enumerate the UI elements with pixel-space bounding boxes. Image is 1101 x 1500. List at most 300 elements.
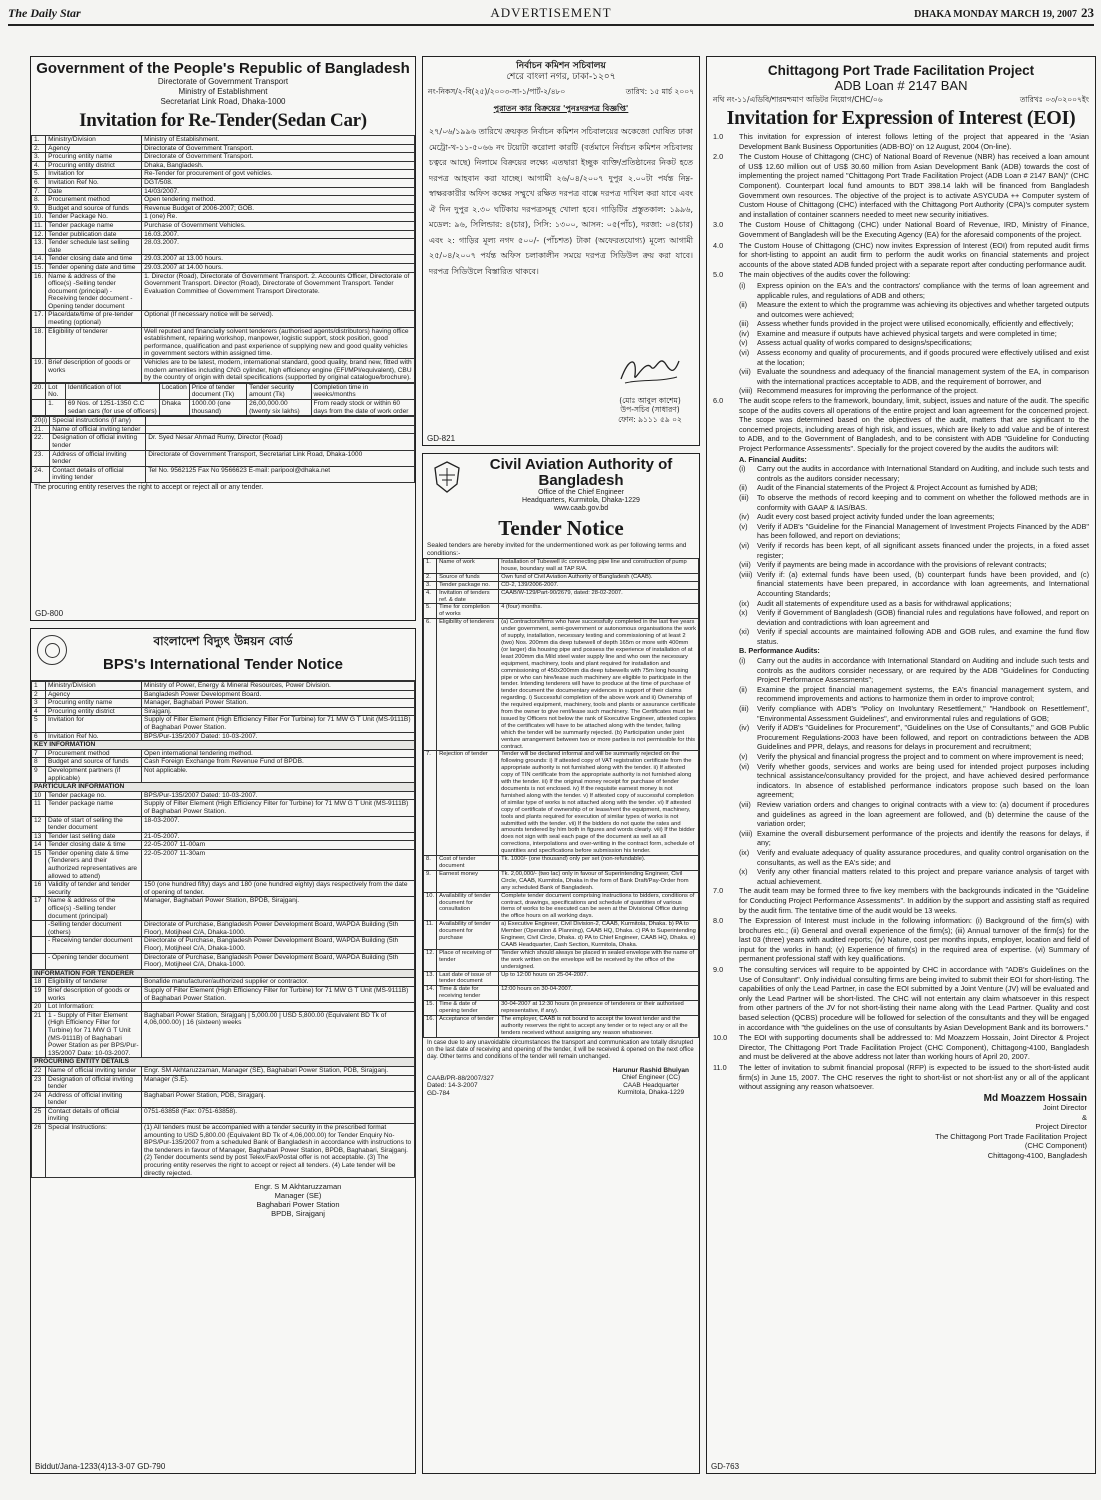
row-value: Directorate of Purchase, Bangladesh Power Development Board, WAPDA Building (5th Floor), Motijheel C/A, Dhaka-1000. (142, 937, 415, 953)
row-number: 24. (32, 466, 50, 482)
section-header: INFORMATION FOR TENDERER (32, 969, 415, 978)
table-row (32, 897, 415, 921)
ec-ad-code: GD-821 (427, 434, 456, 443)
table-row (32, 1011, 415, 1058)
table-row (424, 870, 699, 892)
row-number: 2. (424, 573, 437, 581)
paragraph-text: Verify whether goods, services and works are being used for intended project purposes including technical assistance/consultancy provided for the project, and have achieved desired performance indicators. In absence of established performance indicators propose such based on the loan agreement; (757, 761, 1089, 800)
bpdb-seal-icon (37, 635, 67, 665)
row-number: 3. (32, 153, 46, 162)
table-row (424, 921, 699, 950)
caab-ref-line: Dated: 14-3-2007 (427, 1082, 478, 1090)
row-number: 8. (424, 856, 437, 871)
paragraph (713, 396, 1089, 454)
ctg-signer-name: Md Moazzem Hossain (983, 1092, 1087, 1104)
ctg-sig-line: & (1081, 1112, 1087, 1122)
row-value: Ministry of Power, Energy & Mineral Resources, Power Division. (142, 682, 415, 691)
row-label: Place of receiving of tender (437, 949, 499, 971)
caab-tender-table (423, 558, 699, 1038)
paragraph-number: 8.0 (713, 916, 724, 926)
row-label: Name & address of the office(s) -Selling tender document (principal) (46, 897, 142, 921)
bps-sig-line: Engr. S M Akhtaruzzaman (254, 1182, 342, 1192)
table-row (32, 230, 415, 239)
gov-heading: Government of the People's Republic of Bangladesh (36, 60, 410, 77)
bps-header (31, 629, 415, 681)
row-label: Name & address of the office(s) -Selling tender document (principal) - Receiving tender document - Opening tender document (46, 272, 142, 311)
row-label: Invitation Ref No. (46, 732, 142, 741)
row-label: Invitation for (46, 170, 142, 179)
row-label: Tender closing date and time (46, 255, 142, 264)
paragraph-text: The consulting services will require to be appointed by CHC in accordance with "ADB's Guidelines on the Use of Consultant". Only individual consulting firms are being invited to submit their EOI for short-listing. The capabilities of only the Lead Partner, in case the EOI submitted by a Joint Venture (JV) will be evaluated and only the Lead Partner will be short-listed. The CHC will not entertain any claim whatsoever in this respect from other partners of the JV for not short-listing their name along with the Lead Partner. Quality and cost based selection (QCBS) procedure will be followed for selection of the consultants and they will be engaged in accordance with "the guidelines on the use of consultants by Asian Development Bank and its borrowers." (739, 965, 1089, 1032)
row-label: Special instructions (if any) (50, 417, 146, 426)
row-label: Name of official inviting tender (46, 1066, 142, 1075)
row-value: Bonafide manufacturer/authorized supplier or contractor. (142, 978, 415, 987)
lot-header-cell: Tender security amount (Tk) (247, 383, 311, 399)
paragraph-text: Verify if special accounts are maintained following ADB and GOB rules, and examine the fund flow status. (757, 627, 1089, 646)
paragraph (739, 522, 1089, 541)
bps-sig-line: Baghabari Power Station (256, 1200, 340, 1210)
paragraph-text: The Custom House of Chittagong (CHC) now invites Expression of Interest (EOI) from reputed audit firms for short-listing to appoint an audit firm to perform the audit works on financial statements and project accounts of the above stated ADB funded project with a separate report after conducting performance audit. (739, 240, 1089, 269)
ec-heading (423, 57, 699, 83)
ctg-reference (713, 95, 1089, 107)
paragraph (739, 493, 1089, 512)
gov-title: Invitation for Re-Tender(Sedan Car) (79, 110, 367, 131)
table-row (32, 969, 415, 978)
paragraph-text: Recommend measures for improving the performance of the project. (757, 386, 979, 396)
bps-sig-line: BPDB, Sirajganj (271, 1209, 325, 1219)
row-value: Supply of Filter Element (High Efficiency Filter For Turbine) for 71 MW G T Unit (MS-9111B) of Baghabari Power Station. (142, 716, 415, 732)
row-label: Ministry/Division (46, 136, 142, 145)
row-label: Name of work (437, 559, 499, 574)
row-number (32, 921, 46, 937)
lot-cell (32, 400, 46, 416)
row-value: Manager, Baghabari Power Station, BPDB, Sirajganj. (142, 897, 415, 921)
row-value: Tender which should always be placed in sealed envelope with the name of the work written on the envelope will be received by the office of the undersigned. (499, 949, 699, 971)
caab-signature-block (423, 1063, 699, 1107)
ctg-sig-line: Chittagong-4100, Bangladesh (987, 1150, 1087, 1160)
row-value: Complete tender document comprising instructions to bidders, conditions of contract, drawings, specifications and schedule of quantities of various items of works to be executed can be seen at the Divisional Office during the office hours on all working days. (499, 892, 699, 921)
row-label: Designation of official inviting tender (50, 434, 146, 450)
row-label: Procurement method (46, 749, 142, 758)
row-value: Tel No. 9562125 Fax No 9566623 E-mail: paripool@dhaka.net (146, 466, 415, 482)
row-label: Source of funds (437, 573, 499, 581)
row-value: Well reputed and financially solvent tenderers (authorised agents/distributors) having office establishment, repairing workshop, manpower, logistic support, stock position, good performance, qualification and past experience of supplying new and good quality vehicles in government sectors within assigned time. (142, 327, 415, 358)
paragraph-number: (iv) (739, 512, 750, 522)
table-row (424, 751, 699, 856)
paragraph-text: Express opinion on the EA's and the contractors' compliance with the terms of loan agreement and applicable rules, and regulations of ADB and others; (757, 280, 1089, 300)
table-row (32, 161, 415, 170)
paragraph-text: Assess whether funds provided in the project were utilised economically, efficiently and effectively; (757, 319, 1074, 329)
paragraph-number: 6.0 (713, 396, 724, 406)
table-row (32, 690, 415, 699)
paragraph (739, 329, 1089, 339)
row-number: 23. (32, 450, 50, 466)
paragraph-number: 11.0 (713, 1063, 727, 1072)
table-row (32, 327, 415, 358)
table-row (32, 196, 415, 205)
row-number: 8. (32, 196, 46, 205)
row-label: Rejection of tender (437, 751, 499, 856)
row-label: Availability of tender document for purchase (437, 921, 499, 950)
ctg-sig-line: (CHC Component) (1024, 1141, 1087, 1151)
caab-heading: Civil Aviation Authority of Bangladesh (489, 456, 673, 489)
table-row (32, 1107, 415, 1123)
paragraph-text: Carry out the audits in accordance with International Standard on Auditing and include such tests and controls as the auditors consider necessary, or are required by the ADB "Guidelines for Conducting Project Performance Assessments"; (757, 656, 1089, 685)
ctg-sig-line: The Chittagong Port Trade Facilitation Project (935, 1131, 1087, 1141)
paragraph (739, 656, 1089, 685)
row-number: 2. (32, 144, 46, 153)
table-row (32, 1066, 415, 1075)
row-number: 13. (32, 239, 46, 255)
row-number: 17 (32, 897, 46, 921)
paragraph (713, 220, 1089, 239)
gov-subheading (31, 77, 415, 107)
table-row (32, 849, 415, 880)
caab-title: Tender Notice (498, 516, 624, 540)
row-number: 26 (32, 1124, 46, 1178)
section-header: PROCURING ENTITY DETAILS (32, 1058, 415, 1067)
paragraph (713, 1033, 1089, 1062)
row-value: BPS/Pur-135/2007 Dated: 10-03-2007. (142, 791, 415, 800)
paragraph (739, 752, 1089, 762)
table-row (32, 716, 415, 732)
table-row (32, 766, 415, 782)
table-row (32, 816, 415, 832)
row-value: Purchase of Government Vehicles. (142, 221, 415, 230)
row-value: 16.03.2007. (142, 230, 415, 239)
row-number: 12. (32, 230, 46, 239)
row-value (146, 417, 415, 426)
row-label: Procuring entity name (46, 699, 142, 708)
row-label: Time for completion of works (437, 604, 499, 619)
paragraph-number: 2.0 (713, 152, 724, 162)
table-row (32, 707, 415, 716)
gov-contact-table (31, 416, 415, 483)
table-row (424, 971, 699, 986)
row-value: Dhaka, Bangladesh. (142, 161, 415, 170)
row-value: Tender will be declared informal and will be summarily rejected on the following grounds: i) If attested copy of VAT registration certificate from the appropriate authority is not furnished along with the tender. ii) If attested copy of TIN certificate from the appropriate authority is not furnished along with the tender. iii) If the original money receipt for purchase of tender documents is not enclosed. iv) If the requisite earnest money is not furnished along with the tender. v) If attested copy of successful completion of similar type of works is not attached along with the tender. vi) If attested copy of certificate of ownership of or lease/rent the equipment, machinery, tools and plants required for execution of similar types of works is not submitted with the tender. vii) If the bidders do not quote the rates and amounts tendered by him both in figures and words clearly. viii) If the bidder does not sign with seal each page of the document as well as all corrections, interpolations and over-writing in the contract form, schedule of quantities and specifications before submission his tender. (499, 751, 699, 856)
paragraph-number: (ii) (739, 684, 748, 694)
row-value: 4 (four) months. (499, 604, 699, 619)
table-row (32, 881, 415, 897)
row-number: 25 (32, 1107, 46, 1123)
ctg-ad-code: GD-763 (711, 1462, 740, 1471)
row-label: - Receiving tender document (46, 937, 142, 953)
paragraph-number: (viii) (739, 828, 753, 838)
paragraph-text: Verify if: (a) external funds have been used, (b) counterpart funds have been provided, and (c) financial statements have been prepared, in accordance with loan agreements, and International Accounting Standards; (757, 569, 1089, 598)
row-value: Cash Foreign Exchange from Revenue Fund of BPDB. (142, 758, 415, 767)
row-label: Development partners (if applicable) (46, 766, 142, 782)
table-row (32, 682, 415, 691)
paragraph-text: The main objectives of the audits cover the following: (739, 270, 911, 280)
paragraph (739, 599, 1089, 609)
paragraph (739, 704, 1089, 723)
row-number: 15. (32, 263, 46, 272)
paragraph (739, 348, 1089, 367)
lot-cell: 1. (46, 400, 66, 416)
row-number: 17. (32, 311, 46, 327)
paragraph-number: (i) (739, 656, 746, 666)
ctg-date: তারিখঃ ০৩/০২০০৭ইং (1019, 95, 1089, 104)
row-number: 16 (32, 881, 46, 897)
row-value: 30-04-2007 at 12:30 hours (in presence of tenderers or their authorised representative, if any). (499, 1001, 699, 1016)
paragraph-number: (vi) (739, 348, 750, 358)
caab-sub-line: Office of the Chief Engineer (538, 489, 624, 496)
paragraph-text: Examine the overall disbursement performance of the projects and identify the reasons for delays, if any; (757, 828, 1089, 848)
paragraph-number: (iv) (739, 723, 750, 733)
paragraph (739, 541, 1089, 560)
ec-sig-line: ফোন: ৯১১১ ৫৯ ০২ (618, 414, 682, 424)
table-row (32, 986, 415, 1002)
paragraph-text: Audit of the Financial statements of the Project & Project Account as furnished by ADB; (757, 483, 1038, 493)
caab-sig-line: CAAB Headquarter (623, 1081, 679, 1089)
lot-header-cell: Completion time in weeks/months (311, 383, 414, 399)
table-row (32, 1091, 415, 1107)
paragraph-number: (vi) (739, 761, 750, 771)
caab-sig-line: Harunur Rashid Bhuiyan (612, 1066, 689, 1074)
row-number: 1 (32, 682, 46, 691)
row-value: Bangladesh Power Development Board. (142, 690, 415, 699)
paragraph-text: Audit every cost based project activity funded under the loan agreements; (757, 512, 995, 522)
row-label: Invitation for (46, 716, 142, 732)
table-row (32, 1058, 415, 1067)
lot-cell: 26,00,000.00 (twenty six lakhs) (247, 400, 311, 416)
bps-tender-ad (30, 628, 416, 1474)
paragraph-text: Examine the project financial management systems, the EA's financial management system, and recommend improvements and actions to harmonize them in order to improve control; (757, 684, 1089, 704)
caab-subheading (463, 489, 699, 513)
row-value: Not applicable. (142, 766, 415, 782)
chittagong-eoi-ad (706, 56, 1096, 1474)
row-label: Contact details of official inviting tender (50, 466, 146, 482)
table-row (424, 589, 699, 604)
row-number: 22. (32, 434, 50, 450)
handwritten-signature (615, 349, 685, 391)
row-value: Ministry of Establishment. (142, 136, 415, 145)
paragraph (739, 464, 1089, 483)
row-label: Special Instructions: (46, 1124, 142, 1178)
row-label: Procuring entity district (46, 707, 142, 716)
table-row (32, 978, 415, 987)
paragraph (713, 152, 1089, 219)
row-number (32, 953, 46, 969)
paragraph-text: Verify the physical and financial progress the project and to comment on where improvement is need; (757, 752, 1084, 761)
gov-sedan-tender-ad (30, 56, 416, 621)
row-label: Procuring entity district (46, 161, 142, 170)
row-label: Date of start of selling the tender document (46, 816, 142, 832)
row-label: Address of official inviting tender (50, 450, 146, 466)
row-value: 1. Director (Road), Directorate of Government Transport. 2. Accounts Officer, Directorate of Government Transport. Director (Road), Directorate of Government Transport. Tender Evaluation Committee of Government Transport Directorate. (142, 272, 415, 311)
row-label: Budget and source of funds (46, 758, 142, 767)
gov-ad-code: GD-800 (35, 609, 64, 618)
row-value: Supply of Filter Element (High Efficiency Filter for Turbine) for 71 MW G T Unit (MS-9111B) of Baghabari Power Station. (142, 800, 415, 816)
table-row (424, 581, 699, 589)
row-number: 10. (32, 213, 46, 222)
table-row (32, 272, 415, 311)
section-title: ADVERTISEMENT (490, 5, 612, 20)
paragraph (739, 483, 1089, 493)
table-row (424, 949, 699, 971)
paragraph-text: Carry out the audits in accordance with International Standard on Auditing, and include such tests and controls as the auditors consider necessary; (757, 464, 1089, 483)
paragraph (739, 512, 1089, 522)
paragraph (739, 570, 1089, 599)
row-value: Manager, Baghabari Power Station. (142, 699, 415, 708)
row-number: 15. (424, 1001, 437, 1016)
paragraph (739, 627, 1089, 646)
paragraph (739, 367, 1089, 386)
row-label: Brief description of goods or works (46, 986, 142, 1002)
row-number: 7 (32, 749, 46, 758)
caab-ad-code: GD-784 (427, 1089, 450, 1097)
row-label: Designation of official inviting tender (46, 1075, 142, 1091)
paragraph-number: (iv) (739, 328, 750, 338)
ec-head-line: শেরে বাংলা নগর, ঢাকা-১২০৭ (506, 72, 616, 82)
row-label: Tender schedule last selling date (46, 239, 142, 255)
row-number: 6. (424, 619, 437, 751)
ec-sig-line: উপ-সচিব (সাধারণ) (620, 405, 680, 414)
election-commission-ad (422, 56, 700, 446)
table-row (32, 170, 415, 179)
gov-sub-line: Directorate of Government Transport (157, 77, 289, 86)
lot-cell: Dhaka (159, 400, 189, 416)
paragraph (739, 281, 1089, 300)
ctg-signature (707, 1094, 1095, 1161)
row-value: Manager (S.E). (142, 1075, 415, 1091)
gov-lot-table (31, 383, 415, 416)
row-number: 3 (32, 699, 46, 708)
row-label: Tender publication date (46, 230, 142, 239)
paragraph (739, 338, 1089, 348)
table-row (32, 758, 415, 767)
row-label: Tender closing date & time (46, 841, 142, 850)
bps-ad-code: Biddut/Jana-1233(4)13-3-07 GD-790 (35, 1462, 166, 1471)
row-number: 11. (32, 221, 46, 230)
lot-header-cell: Location (159, 383, 189, 399)
paragraph (739, 300, 1089, 319)
ctg-sig-line: Joint Director (1042, 1103, 1087, 1113)
lot-header-cell: Price of tender document (Tk) (189, 383, 246, 399)
row-label: Time & date of opening tender (437, 1001, 499, 1016)
lot-cell: 1000.00 (one thousand) (189, 400, 246, 416)
table-row (424, 619, 699, 751)
row-label: Earnest money (437, 870, 499, 892)
paragraph-number: (iii) (739, 319, 749, 329)
paragraph-text: Verify if payments are being made in accordance with the provisions of relevant contracts; (757, 560, 1047, 570)
paragraph-text: The audit team may be formed three to five key members with the backgrounds indicated in the "Guideline for Conducting Project Performance Assessments". In addition by the support and assisting staff as required by the audit firm. The tentative time of the audit would be 13 weeks. (739, 886, 1089, 915)
bps-title: BPS's International Tender Notice (103, 656, 343, 673)
table-row (32, 749, 415, 758)
row-number: 1. (32, 136, 46, 145)
table-row (32, 841, 415, 850)
paragraph-number: (xi) (739, 627, 750, 637)
lot-cell: 69 Nos. of 1251-1350 C.C sedan cars (for use of officers) (65, 400, 159, 416)
row-value: 0751-63858 (Fax: 0751-63858). (142, 1107, 415, 1123)
row-label: 1 - Supply of Filter Element (High Efficiency Filter for Turbine) for 71 MW G T Unit (MS-9111B) of Baghabari Power Station as per BPS/Pur-135/2007 Date: 10-03-2007. (46, 1011, 142, 1058)
paragraph-number: 3.0 (713, 220, 724, 230)
gov-sub-line: Secretariat Link Road, Dhaka-1000 (160, 97, 286, 106)
paragraph-text: Evaluate the soundness and adequacy of the financial management system of the EA, in comparison with the international practices acceptable to ADB, and the requirement of borrower, and (757, 367, 1089, 386)
row-label: Tender package name (46, 800, 142, 816)
row-number: 14 (32, 841, 46, 850)
paragraph-number: (ii) (739, 300, 748, 310)
row-label: Tender opening date & time (Tenderers and their authorized representatives are allowed to attend) (46, 849, 142, 880)
row-number: 23 (32, 1075, 46, 1091)
paragraph (713, 886, 1089, 915)
caab-sig-line: Chief Engineer (CC) (621, 1074, 681, 1082)
subsection-heading: A. Financial Audits: (739, 454, 807, 464)
row-label: Tender package name (46, 221, 142, 230)
paragraph-text: The letter of invitation to submit financial proposal (RFP) is expected to be issued to the short-listed audit firm(s) in June 15, 2007. The CHC reserves the right to short-list or not short-list any or all of the applicant without assigning any reason whatsoever. (739, 1063, 1089, 1092)
ctg-body (707, 132, 1095, 1092)
table-row (32, 144, 415, 153)
row-value: Sirajganj. (142, 707, 415, 716)
paragraph-text: The Custom House of Chittagong (CHC) of National Board of Revenue (NBR) has received a loan amount of US$ 12.60 million out of US$ 30.60 million from Asian Development Bank (ADB) towards the cost of implementing the project named "Chittagong Port Trade Facilitation Project (ADB Loan # 2147 BAN)" (CHC Component). Counterpart local fund amounts to BDT 398.14 lakh will be financed from Bangladesh Government own resources. The objective of the project is to activate ASYCUDA ++ Computer system of Custom House of Chittagong (CHC) interfaced with the Chittagong Port Authority (CPA)'s computer system and installation of container scanners needed to meet new security initiatives. (739, 152, 1089, 219)
paragraph-text: Verify if records has been kept, of all significant assets financed under the projects, in a fixed asset register; (757, 540, 1089, 560)
row-value: Installation of Tubewell i/c connecting pipe line and construction of pump house, boundary wall at TAP R/A. (499, 559, 699, 574)
row-label: Eligibility of tenderers (437, 619, 499, 751)
row-number: 19 (32, 986, 46, 1002)
table-row (32, 239, 415, 255)
caab-left-sig (427, 1075, 494, 1098)
ec-sig-line: (মোঃ আবুল কাশেম) (619, 395, 681, 405)
caab-sig-line: Kurmitola, Dhaka-1229 (617, 1089, 685, 1097)
paragraph (713, 132, 1089, 151)
row-value (146, 425, 415, 434)
row-value: Open international tendering method. (142, 749, 415, 758)
paragraph-text: This invitation for expression of interest follows letting of the project that appeared in the 'Asian Development Bank Business Opportunities (ADB-BO)' on 12 August, 2004 (On-line). (739, 132, 1089, 151)
row-number: 18. (32, 327, 46, 358)
row-value: Directorate of Purchase, Bangladesh Power Development Board, WAPDA Building (5th Floor), Motijheel C/A, Dhaka-1000. (142, 921, 415, 937)
row-number: 8 (32, 758, 46, 767)
paragraph-number: (i) (739, 464, 746, 474)
row-label: Lot Information: (46, 1003, 142, 1012)
row-label: Brief description of goods or works (46, 359, 142, 383)
row-value: Optional (If necessary notice will be served). (142, 311, 415, 327)
paragraph-number: (i) (739, 280, 746, 290)
table-row (424, 1016, 699, 1038)
row-value: 21-05-2007. (142, 832, 415, 841)
table-row (32, 921, 415, 937)
ctg-heading: Chittagong Port Trade Facilitation Project (767, 63, 1035, 78)
paragraph-text: Verify any other financial matters related to this project and prepare variance analysis of target with actual achievement. (757, 867, 1089, 886)
row-number: 14. (32, 255, 46, 264)
row-number: 19. (32, 359, 46, 383)
paragraph-number: 10.0 (713, 1033, 728, 1043)
table-row (32, 832, 415, 841)
row-label: Tender last selling date (46, 832, 142, 841)
row-number: 3. (424, 581, 437, 589)
row-number: 4. (32, 161, 46, 170)
table-row (32, 791, 415, 800)
caab-footnote: In case due to any unavoidable circumstances the transport and communication are totally disrupted on the last date of receiving and opening of the tender, it will be received & opened on the next office day. Other terms and conditions of the tender will remain unchanged. (427, 1039, 694, 1060)
paragraph-number: 9.0 (713, 965, 724, 975)
table-row (32, 800, 415, 816)
table-row (424, 892, 699, 921)
row-value: Tk. 2,00,000/- (two lac) only in favour of Superintending Engineer, Civil Circle, CAAB, Kurmitola, Dhaka in the form of Bank Draft/Pay-Order from any scheduled Bank of Bangladesh. (499, 870, 699, 892)
row-number: 1. (424, 559, 437, 574)
caab-sub-line: www.caab.gov.bd (553, 505, 609, 512)
row-value: 1 (one) Re. (142, 213, 415, 222)
table-row (32, 937, 415, 953)
row-number: 11 (32, 800, 46, 816)
paragraph-number: 4.0 (713, 240, 724, 250)
row-number (32, 937, 46, 953)
row-number: 13. (424, 971, 437, 986)
ec-subject: পুরাতন কার বিক্রয়ের 'পুনঃদরপত্র বিজ্ঞপ্তি' (493, 104, 629, 113)
paragraph-number: (x) (739, 867, 748, 877)
row-label: Cost of tender document (437, 856, 499, 871)
paragraph-text: Assess economy and quality of procurements, and if goods procured were effectively utilised and exist at the location; (757, 348, 1089, 367)
paragraph-text: The Expression of Interest must include in the following information: (i) Background of the firm(s) with brochures etc.; (ii) General and overall experience of the firm(s); (iii) Annual turnover of the firm(s) for the last 03 (three) years with audited reports; (iv) Nature, cost per months inputs, employer, location and field of input for the works in hand; (v) Experience of firm(s) in the required area of expertise. (vi) Summary of permanent professional staff with key qualifications. (739, 916, 1089, 964)
